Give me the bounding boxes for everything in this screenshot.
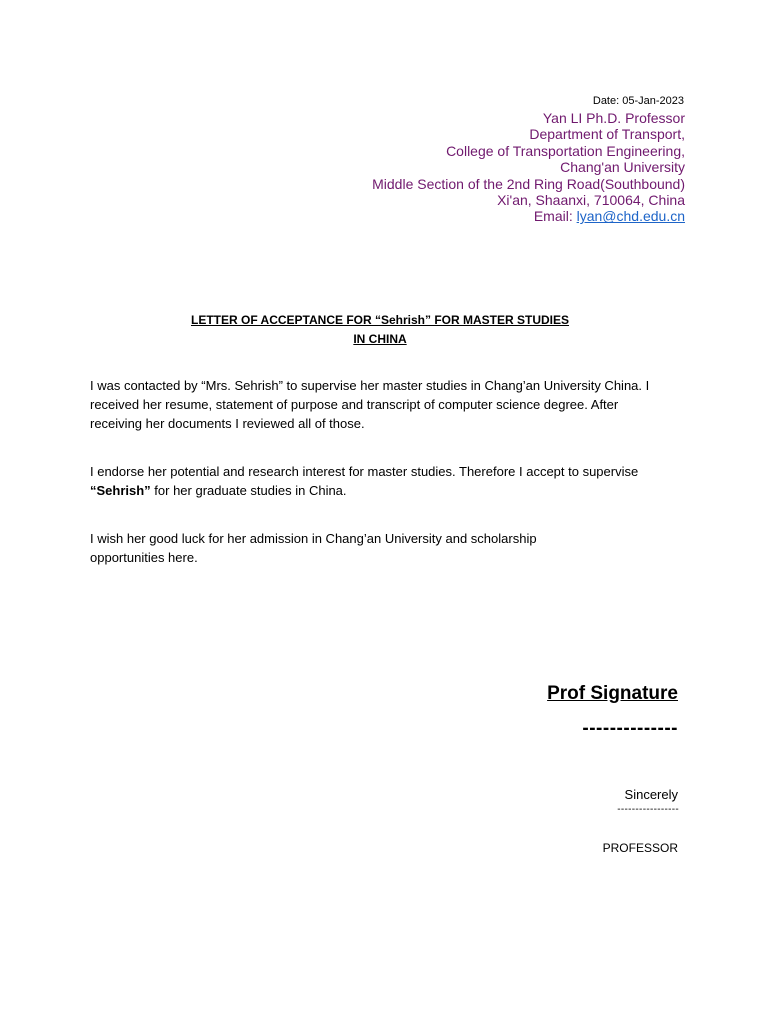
email-label: Email:	[533, 208, 577, 225]
closing-line: -----------------	[617, 804, 679, 815]
sender-email-line	[372, 208, 685, 224]
signer-role: PROFESSOR	[602, 841, 678, 855]
sender-city: Xi'an, Shaanxi, 710064, China	[497, 192, 685, 209]
student-name-bold: “Sehrish”	[90, 483, 151, 498]
subject-line-2: IN CHINA	[353, 332, 407, 346]
paragraph-2-text-end: for her graduate studies in China.	[150, 483, 347, 498]
subject-line-1: LETTER OF ACCEPTANCE FOR “Sehrish” FOR MASTER STUDIES	[190, 313, 570, 327]
signature-title: Prof Signature	[547, 683, 678, 704]
email-link[interactable]: lyan@chd.edu.cn	[576, 208, 685, 225]
sender-address-block	[372, 110, 685, 225]
sender-department: Department of Transport,	[529, 126, 685, 143]
letter-subject	[150, 311, 610, 349]
signature-line: --------------	[582, 718, 678, 739]
sender-street: Middle Section of the 2nd Ring Road(Southbound)	[372, 175, 685, 192]
sender-name: Yan LI Ph.D. Professor	[542, 110, 685, 126]
body-paragraph-3: I wish her good luck for her admission in Chang’an University and scholarship opportunities here.	[90, 531, 537, 565]
sender-college: College of Transportation Engineering,	[446, 142, 685, 159]
paragraph-2-text-start: I endorse her potential and research interest for master studies. Therefore I accept to supervise	[90, 464, 639, 479]
body-paragraph-1: I was contacted by “Mrs. Sehrish” to supervise her master studies in Chang’an University China. I received her resume, statement of purpose and transcript of computer science degree. After receiving her documents I reviewed all of those.	[90, 378, 650, 431]
sender-university: Chang'an University	[560, 159, 685, 176]
letter-date: Date: 05-Jan-2023	[592, 95, 684, 107]
closing-text: Sincerely	[624, 787, 678, 802]
body-paragraph-2	[90, 462, 650, 500]
